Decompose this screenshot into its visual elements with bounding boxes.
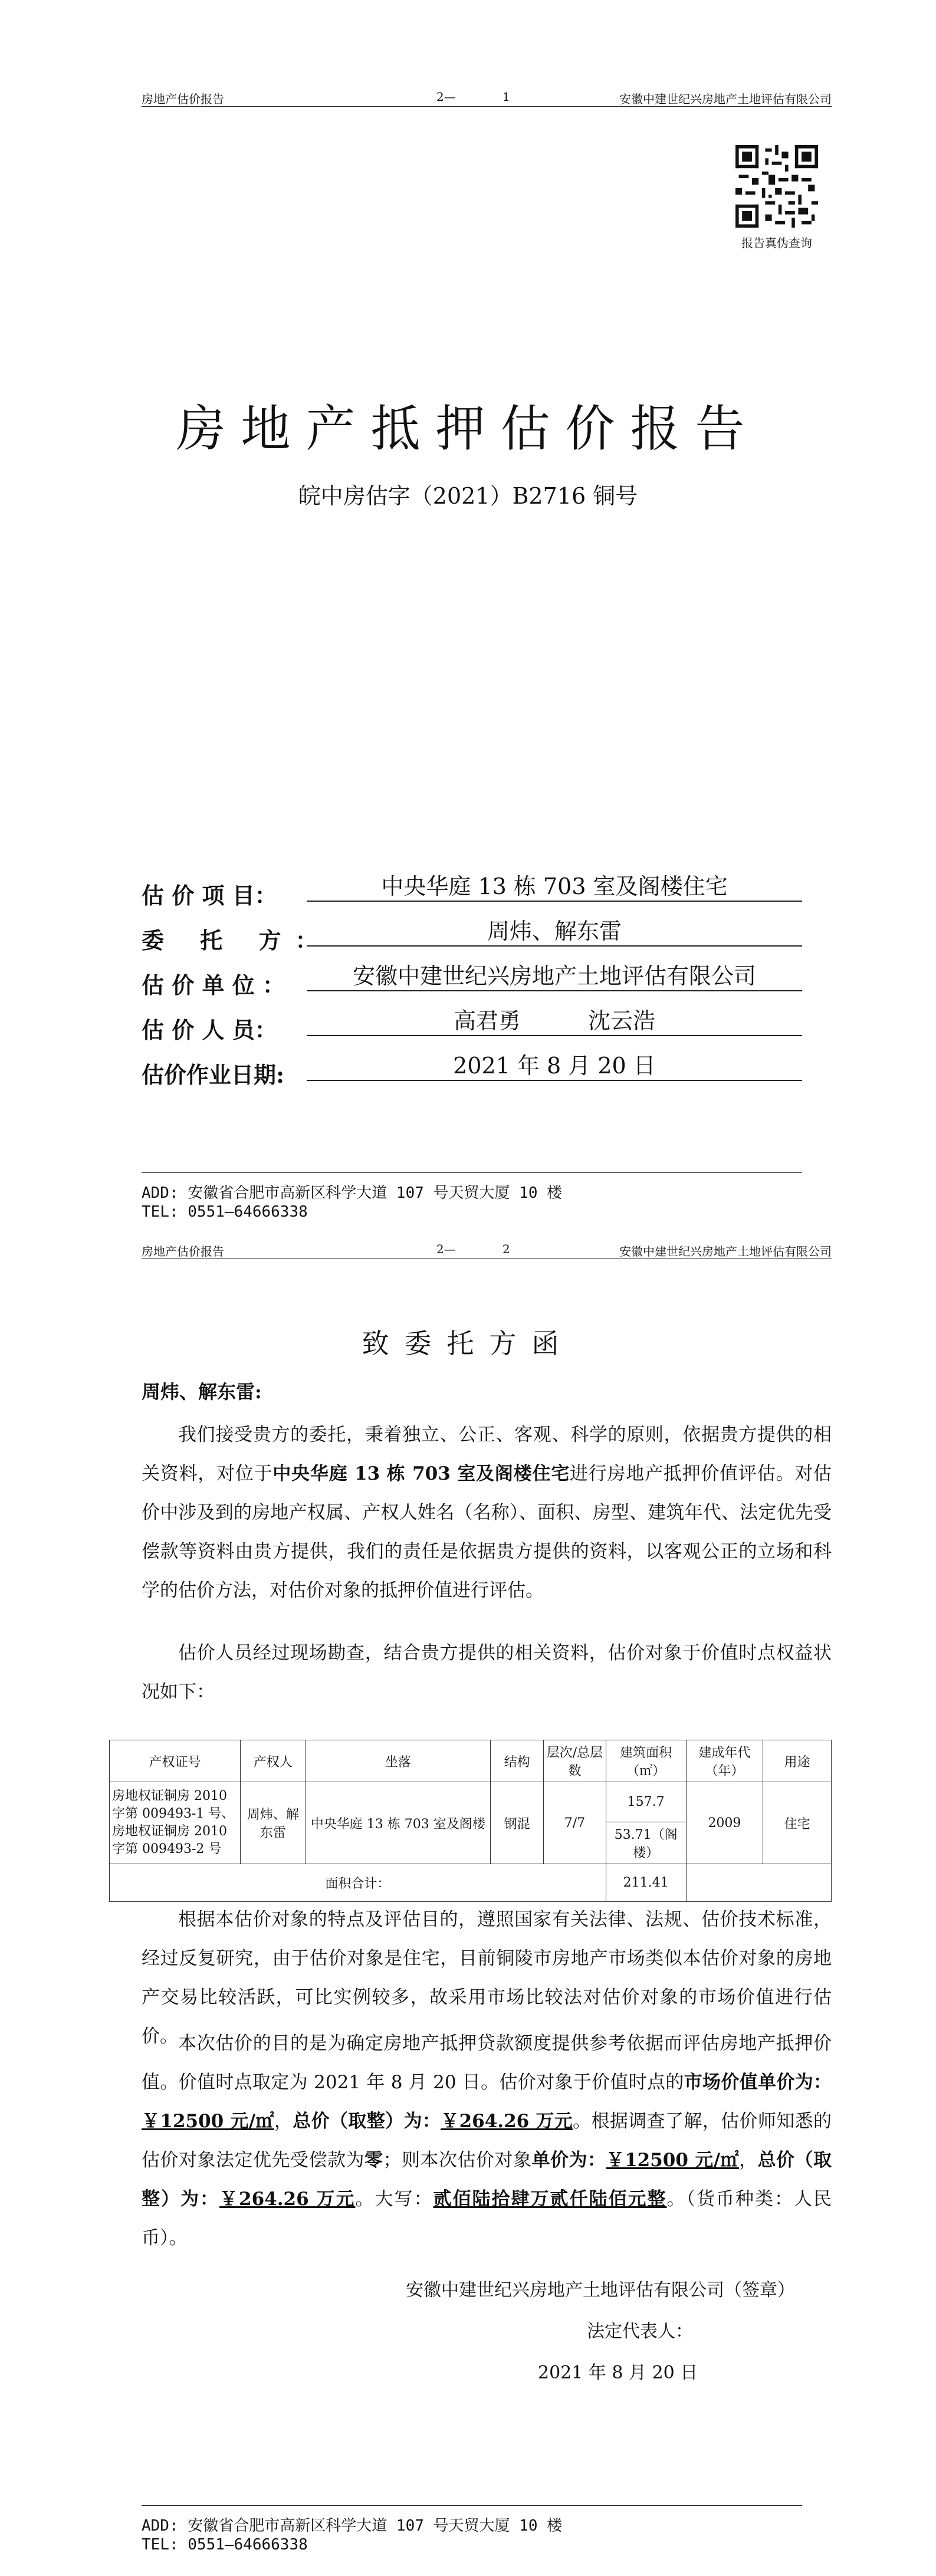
table-header-cell: 结构 bbox=[490, 1740, 543, 1782]
letter-paragraph-4: 本次估价的目的是为确定房地产抵押贷款额度提供参考依据而评估房地产抵押价值。价值时点取定为 2021 年 8 月 20 日。估价对象于价值时点的市场价值单价为：￥12500 元/㎡，总价（取整）为：￥264.26 万元。根据调查了解，估价师知悉的估价对象法定优先受偿款为零；则本次估价对象单价为：￥12500 元/㎡，总价（取整）为：￥264.26 万元。大写：贰佰陆拾肆万贰仟陆佰元整。（货币种类：人民币）。 bbox=[142, 2033, 832, 2249]
table-header-cell: 用途 bbox=[763, 1740, 832, 1782]
header-report-name: 房地产估价报告 bbox=[142, 1244, 224, 1259]
amount-in-words: 贰佰陆拾肆万贰仟陆佰元整 bbox=[433, 2189, 667, 2210]
footer-divider bbox=[142, 1172, 802, 1173]
market-total-price: ￥264.26 万元 bbox=[441, 2111, 573, 2132]
field-value-appraiser-org: 安徽中建世纪兴房地产土地评估有限公司 bbox=[307, 963, 802, 991]
letter-title: 致委托方函 bbox=[362, 1328, 574, 1359]
area-cell: 53.71（阁楼） bbox=[606, 1822, 686, 1864]
owner-cell: 周炜、解东雷 bbox=[241, 1782, 306, 1864]
table-total-row bbox=[110, 1864, 832, 1902]
letter-paragraph-2: 估价人员经过现场勘查，结合贵方提供的相关资料，估价对象于价值时点权益状况如下： bbox=[142, 1642, 832, 1703]
total-value-cell: 211.41 bbox=[606, 1864, 686, 1902]
location-cell: 中央华庭 13 栋 703 室及阁楼 bbox=[306, 1782, 490, 1864]
footer-tel: TEL: 0551—64666338 bbox=[142, 1203, 308, 1221]
total-label-cell: 面积合计： bbox=[110, 1864, 606, 1902]
table-header-row bbox=[110, 1740, 832, 1782]
page-header bbox=[142, 1242, 832, 1259]
area-cell: 157.7 bbox=[606, 1782, 686, 1822]
floor-cell: 7/7 bbox=[544, 1782, 606, 1864]
field-label-client: 委 托 方： bbox=[142, 927, 332, 954]
property-table bbox=[109, 1740, 832, 1902]
header-section: 2— bbox=[436, 90, 456, 104]
table-header-cell: 坐落 bbox=[306, 1740, 490, 1782]
document-number: 皖中房估字（2021）B2716 铜号 bbox=[298, 483, 638, 509]
page-header bbox=[142, 90, 832, 107]
sign-company: 安徽中建世纪兴房地产土地评估有限公司（签章） bbox=[406, 2280, 795, 2301]
field-value-project: 中央华庭 13 栋 703 室及阁楼住宅 bbox=[307, 873, 802, 902]
field-value-appraisers: 高君勇 沈云浩 bbox=[307, 1008, 802, 1036]
header-company: 安徽中建世纪兴房地产土地评估有限公司 bbox=[619, 92, 832, 106]
mortgage-total-price: ￥264.26 万元 bbox=[219, 2189, 356, 2210]
letter-salutation: 周炜、解东雷: bbox=[142, 1381, 262, 1403]
header-page-number: 2 bbox=[503, 1242, 510, 1256]
table-header-cell: 产权人 bbox=[241, 1740, 306, 1782]
cert-cell: 房地权证铜房 2010 字第 009493-1 号、房地权证铜房 2010 字第 009493-2 号 bbox=[110, 1782, 241, 1864]
letter-paragraph-1: 我们接受贵方的委托，秉着独立、公正、客观、科学的原则，依据贵方提供的相关资料，对位于中央华庭 13 栋 703 室及阁楼住宅进行房地产抵押价值评估。对估价中涉及到的房地产权属、产权人姓名（名称）、面积、房型、建筑年代、法定优先受偿款等资料由贵方提供，我们的责任是依据贵方提供的资料，以客观公正的立场和科学的估价方法，对估价对象的抵押价值进行评估。 bbox=[142, 1424, 832, 1601]
header-company: 安徽中建世纪兴房地产土地评估有限公司 bbox=[619, 1244, 832, 1259]
total-empty-cell bbox=[686, 1864, 831, 1902]
table-header-cell: 产权证号 bbox=[110, 1740, 241, 1782]
field-value-date: 2021 年 8 月 20 日 bbox=[307, 1053, 802, 1081]
year-cell: 2009 bbox=[686, 1782, 763, 1864]
structure-cell: 钢混 bbox=[490, 1782, 543, 1864]
header-report-name: 房地产估价报告 bbox=[142, 92, 224, 106]
field-value-client: 周炜、解东雷 bbox=[307, 918, 802, 947]
sign-representative: 法定代表人： bbox=[587, 2321, 693, 2342]
qr-code-icon[interactable] bbox=[735, 145, 818, 228]
table-header-cell: 建筑面积（㎡） bbox=[606, 1740, 686, 1782]
table-row bbox=[110, 1782, 832, 1822]
table-header-cell: 建成年代（年） bbox=[686, 1740, 763, 1782]
field-label-project: 估 价 项 目： bbox=[142, 882, 277, 909]
letter-paragraph-3: 根据本估价对象的特点及评估目的，遵照国家有关法律、法规、估价技术标准，经过反复研究，由于估价对象是住宅，目前铜陵市房地产市场类似本估价对象的房地产交易比较活跃，可比实例较多，故采用市场比较法对估价对象的市场价值进行估价。 bbox=[142, 1909, 832, 2047]
use-cell: 住宅 bbox=[763, 1782, 832, 1864]
field-label-date: 估价作业日期: bbox=[142, 1062, 285, 1088]
header-section: 2— bbox=[436, 1242, 456, 1256]
qr-label: 报告真伪查询 bbox=[741, 236, 812, 250]
page-title: 房地产抵押估价报告 bbox=[176, 400, 760, 458]
footer-address: ADD: 安徽省合肥市高新区科学大道 107 号天贸大厦 10 楼 bbox=[142, 1184, 563, 1202]
mortgage-unit-price: ￥12500 元/㎡ bbox=[606, 2150, 740, 2171]
footer-divider bbox=[142, 2505, 802, 2506]
footer-tel: TEL: 0551—64666338 bbox=[142, 2536, 308, 2554]
footer-address: ADD: 安徽省合肥市高新区科学大道 107 号天贸大厦 10 楼 bbox=[142, 2517, 563, 2535]
header-page-number: 1 bbox=[503, 90, 510, 104]
field-label-appraisers: 估 价 人 员： bbox=[142, 1017, 277, 1043]
sign-date: 2021 年 8 月 20 日 bbox=[538, 2363, 698, 2383]
field-label-appraiser-org: 估 价 单 位 ： bbox=[142, 972, 285, 998]
table-header-cell: 层次/总层数 bbox=[544, 1740, 606, 1782]
property-name: 中央华庭 13 栋 703 室及阁楼住宅 bbox=[272, 1463, 570, 1484]
market-unit-price: ￥12500 元/㎡ bbox=[142, 2111, 274, 2132]
